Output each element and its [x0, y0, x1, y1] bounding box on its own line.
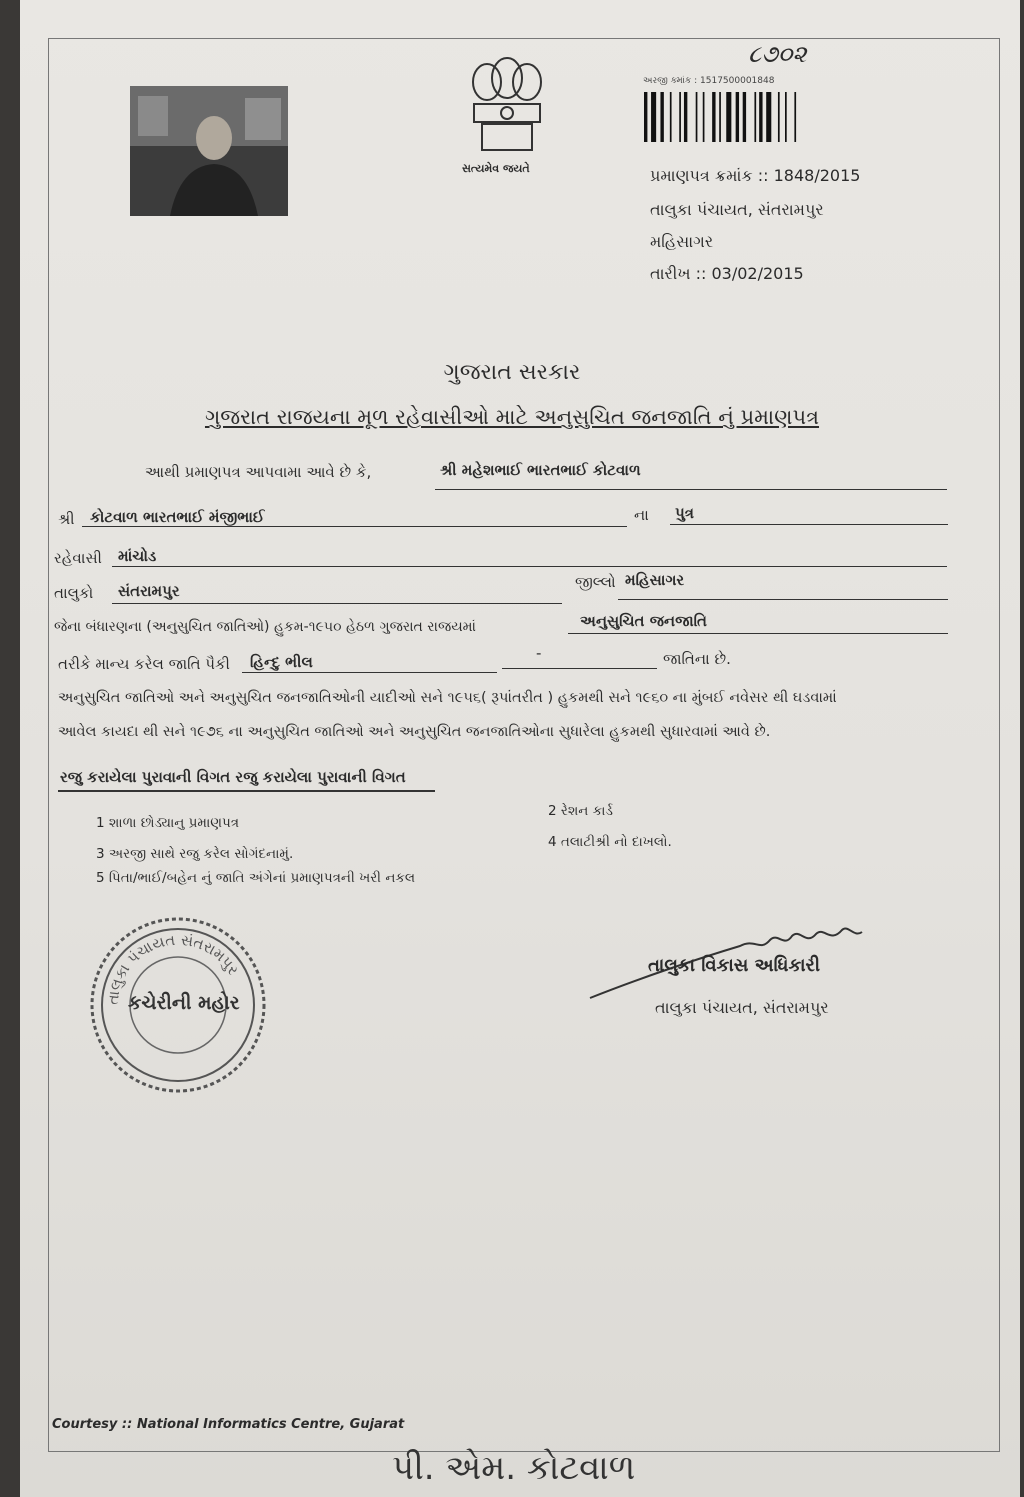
heading-underline — [58, 790, 435, 792]
taluka-label: તાલુકો — [54, 584, 94, 602]
underline — [568, 633, 948, 634]
certificate-title: ગુજરાત રાજયના મૂળ રહેવાસીઓ માટે અનુસુચિત જનજાતિ નું પ્રમાણપત્ર — [204, 405, 820, 429]
relation-label: ના — [634, 506, 649, 524]
caste-dash: - — [536, 644, 542, 662]
seal-center-text: કચેરીની મહોર — [128, 992, 240, 1014]
paragraph-line-2: આવેલ કાયદા થી સને ૧૯૭૬ ના અનુસુચિત જાતિઓ અને અનુસુચિત જનજાતિઓના સુધારેલા હુકમથી સુધારવામાં આવે છે. — [58, 724, 771, 740]
caste-value: હિન્દુ ભીલ — [250, 653, 313, 671]
resident-value: માંચોડ — [118, 547, 157, 565]
underline — [618, 599, 948, 600]
issuer-office: તાલુકા પંચાયત, સંતરામપુર — [650, 200, 824, 219]
underline — [82, 526, 627, 527]
father-prefix: શ્રી — [58, 510, 75, 528]
signatory-title: તાલુકા વિકાસ અધિકારી — [648, 955, 821, 976]
request-number: અરજી ક્માંક : 1517500001848 — [643, 76, 775, 86]
resident-label: રહેવાસી — [54, 549, 102, 567]
government-title: ગુજરાત સરકાર — [443, 360, 581, 385]
caste-label: તરીકે માન્ય કરેલ જાતિ પૈકી — [58, 655, 230, 673]
relation-value: પુત્ર — [675, 504, 694, 522]
signatory-office: તાલુકા પંચાયત, સંતરામપુર — [655, 998, 829, 1017]
underline — [112, 566, 947, 567]
district-value: મહિસાગર — [625, 571, 685, 589]
national-emblem-icon — [452, 52, 562, 162]
issue-date: તારીખ :: 03/02/2015 — [650, 264, 804, 283]
handwritten-footer: પી. એમ. કોટવાળ — [392, 1448, 636, 1488]
certificate-number: પ્રમાણપત્ર ક્રમાંક :: 1848/2015 — [650, 166, 861, 185]
document-item: 1 શાળા છોડ્યાનુ પ્રમાણપત્ર — [96, 815, 240, 831]
handwritten-number: ૮૭૦૨ — [748, 40, 807, 68]
caste-suffix: જાતિના છે. — [663, 650, 731, 668]
document-item: 3 અરજી સાથે રજુ કરેલ સોગંદનામું. — [96, 846, 294, 862]
person-name: શ્રી મહેશભાઈ ભારતભાઈ કોટવાળ — [440, 461, 641, 479]
constitution-value: અનુસુચિત જનજાતિ — [580, 612, 707, 630]
emblem-caption: સત્યમેવ જયતે — [462, 162, 530, 175]
taluka-value: સંતરામપુર — [118, 582, 180, 600]
issuer-district: મહિસાગર — [650, 232, 714, 251]
underline — [502, 668, 657, 669]
courtesy-footer: Courtesy :: National Informatics Centre, Gujarat — [52, 1417, 405, 1432]
paragraph-line-1: અનુસુચિત જાતિઓ અને અનુસુચિત જનજાતિઓની યાદીઓ સને ૧૯૫૬( રૂપાંતરીત ) હુકમથી સને ૧૯૬૦ ના મુંબઈ નવેસર થી ઘડવામાં — [58, 690, 837, 706]
certificate-page — [20, 0, 1020, 1497]
underline — [242, 672, 497, 673]
svg-text:તાલુકા પંચાયત સંતરામપુર: તાલુકા પંચાયત સંતરામપુર — [103, 930, 243, 1006]
document-item: 5 પિતા/ભાઈ/બહેન નું જાતિ અંગેનાં પ્રમાણપત્રની ખરી નકલ — [96, 870, 416, 886]
underline — [435, 489, 947, 490]
underline — [112, 603, 562, 604]
underline — [670, 524, 948, 525]
document-item: 4 તલાટીશ્રી નો દાખલો. — [548, 834, 672, 850]
father-name: કોટવાળ ભારતભાઈ મંજીભાઈ — [90, 508, 265, 526]
page-border — [48, 38, 1000, 1452]
constitution-label: જેના બંધારણના (અનુસુચિત જાતિઓ) હુકમ-૧૯૫૦ હેઠળ ગુજરાત રાજયમાં — [54, 619, 476, 635]
district-label: જીલ્લો — [575, 573, 616, 591]
documents-heading: રજુ કરાયેલા પુરાવાની વિગત રજુ કરાયેલા પુરાવાની વિગત — [60, 768, 406, 786]
intro-label: આથી પ્રમાણપત્ર આપવામા આવે છે કે, — [145, 463, 372, 481]
applicant-photo — [130, 86, 288, 216]
barcode — [644, 92, 846, 142]
document-item: 2 રેશન કાર્ડ — [548, 803, 613, 819]
